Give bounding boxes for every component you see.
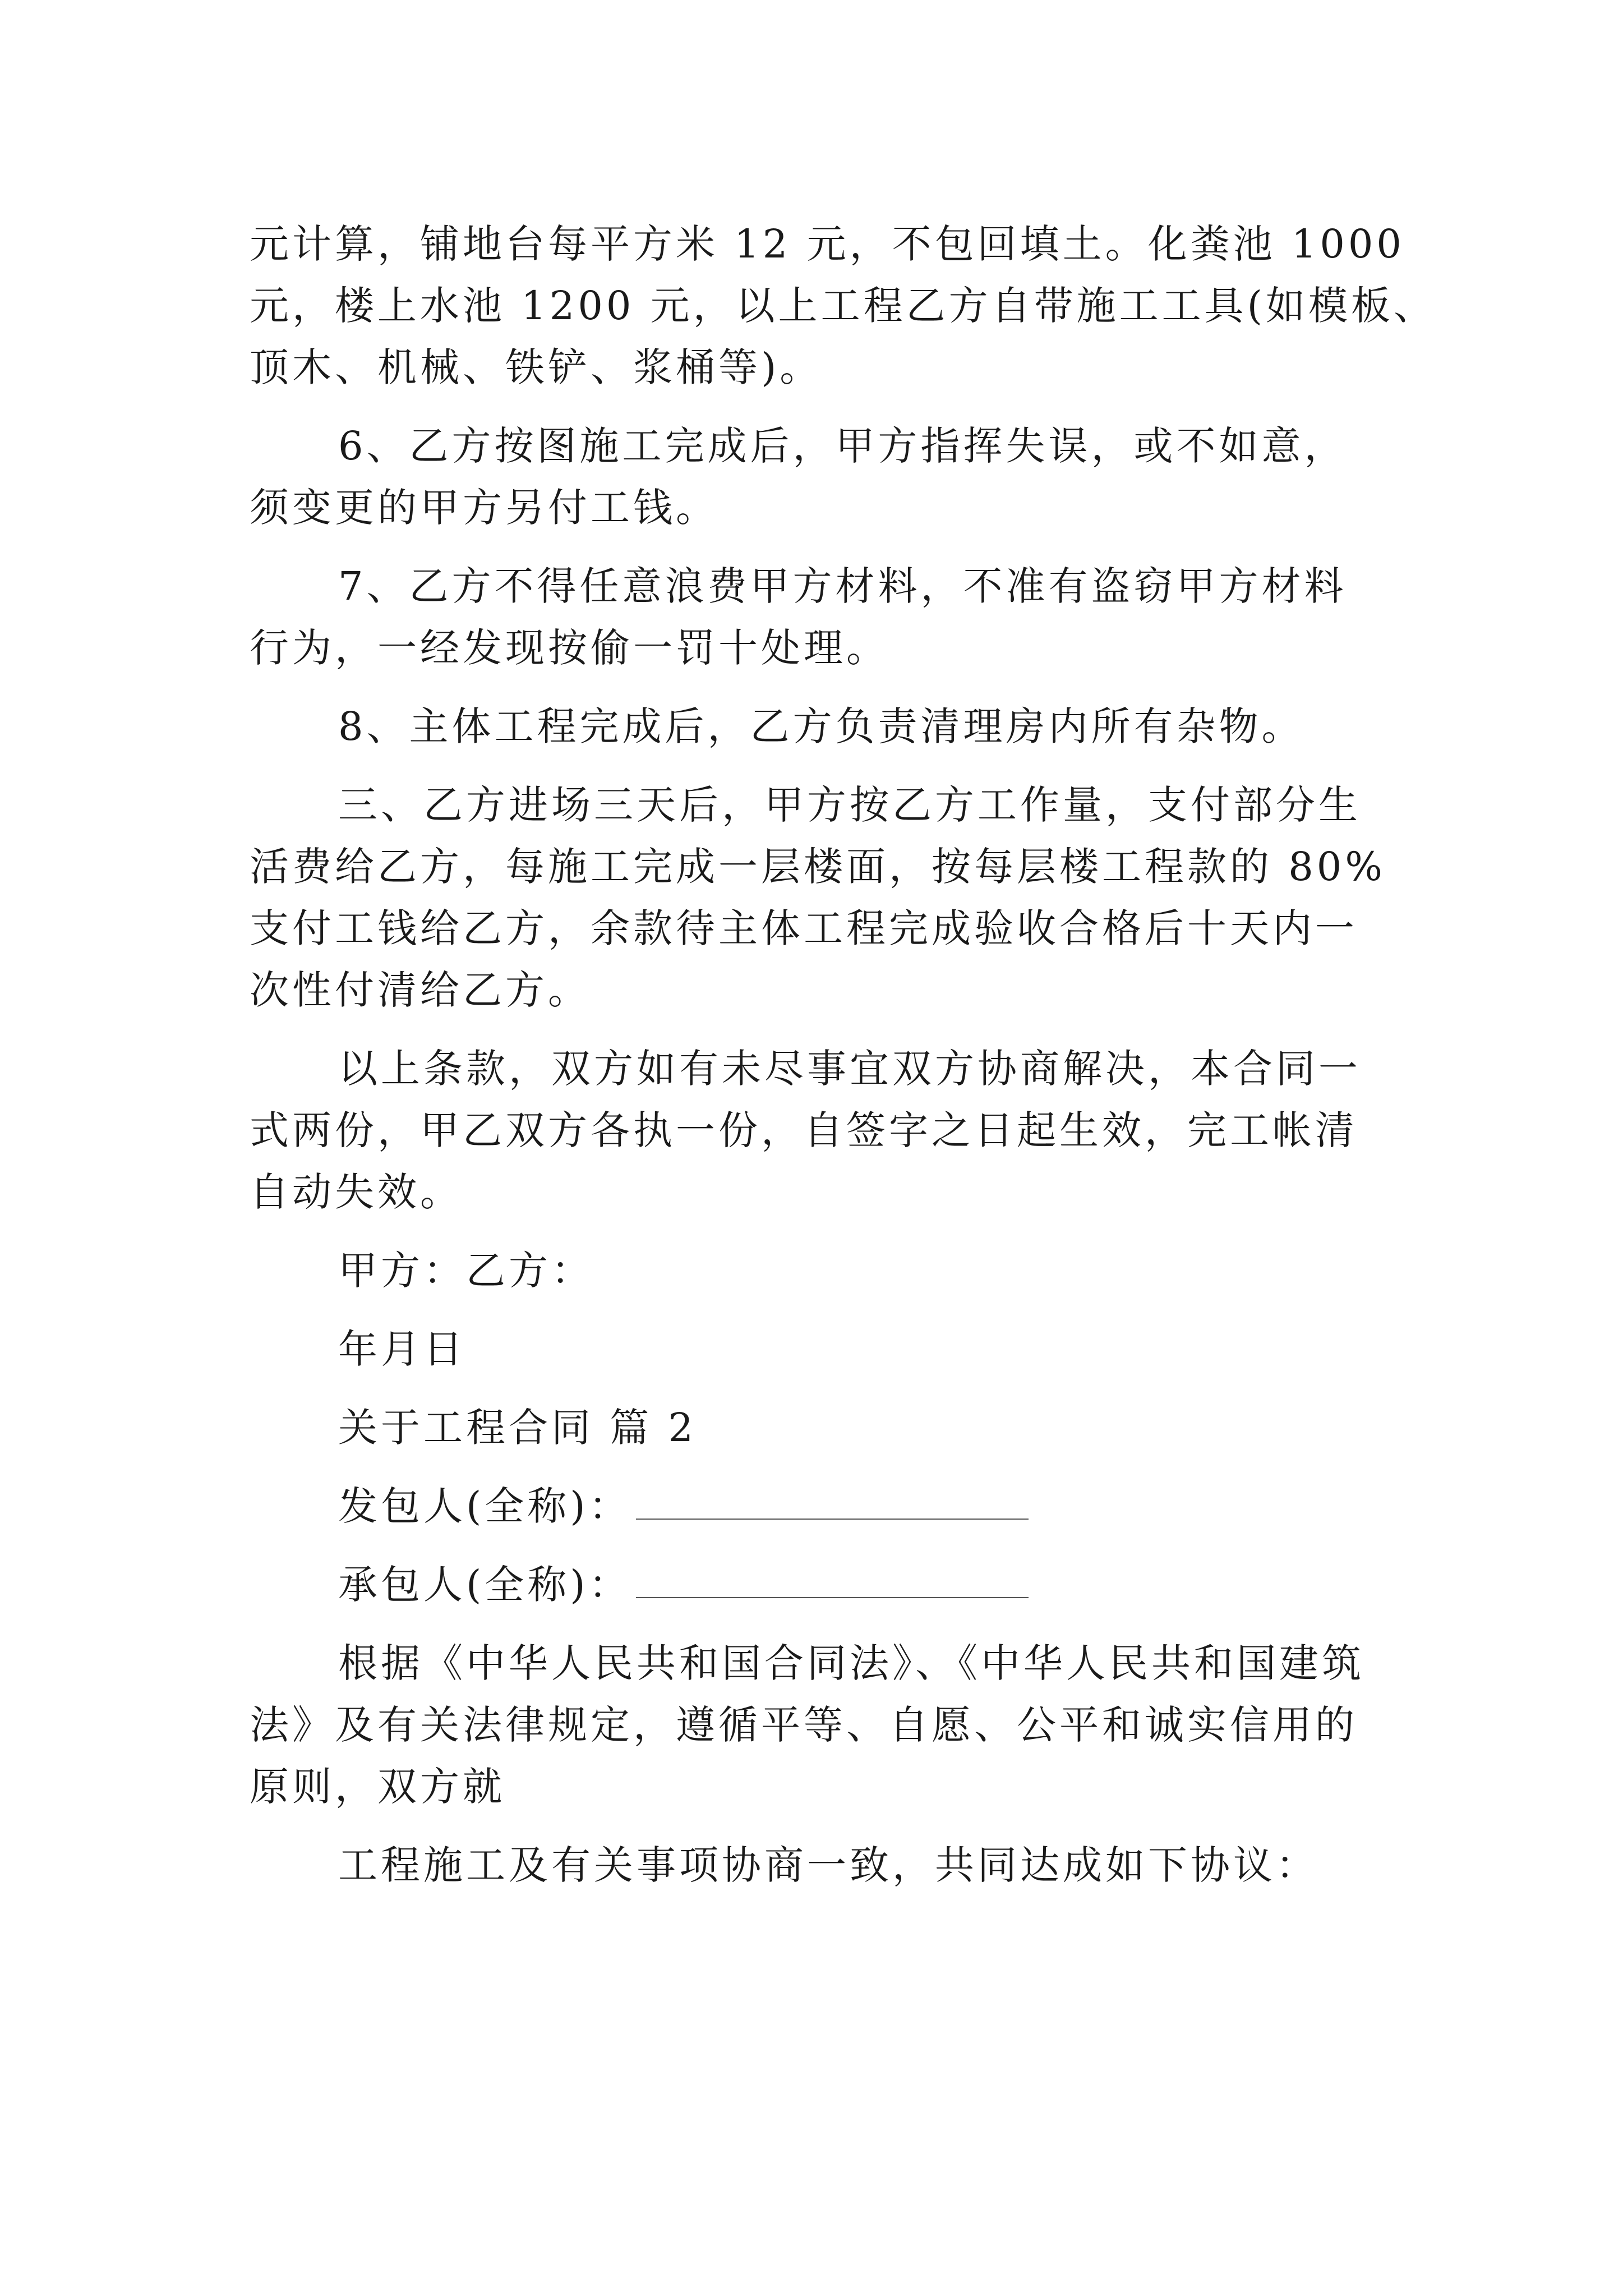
closing-line: 以上条款，双方如有未尽事宜双方协商解决，本合同一 [338, 1046, 1361, 1092]
contractor-row [338, 1557, 1029, 1613]
employer-blank-field [636, 1479, 1029, 1520]
section-3-line: 活费给乙方，每施工完成一层楼面，按每层楼工程款的 80% [250, 844, 1386, 890]
clause-6-line: 6、乙方按图施工完成后，甲方指挥失误，或不如意， [338, 423, 1347, 469]
preamble-line: 根据《中华人民共和国合同法》、《中华人民共和国建筑 [338, 1640, 1364, 1686]
section-3-line: 次性付清给乙方。 [250, 967, 591, 1013]
preamble-line: 法》及有关法律规定，遵循平等、自愿、公平和诚实信用的 [250, 1702, 1358, 1748]
closing-line: 自动失效。 [250, 1169, 463, 1215]
preamble-line: 原则，双方就 [250, 1764, 505, 1810]
agreement-line: 工程施工及有关事项协商一致，共同达成如下协议： [338, 1842, 1318, 1888]
section-3-line: 三、乙方进场三天后，甲方按乙方工作量，支付部分生 [338, 782, 1361, 828]
paragraph-line: 元计算，铺地台每平方米 12 元，不包回填土。化粪池 1000 [250, 221, 1405, 267]
employer-row [338, 1478, 1029, 1534]
section-3-line: 支付工钱给乙方，余款待主体工程完成验收合格后十天内一 [250, 905, 1358, 951]
paragraph-line: 元，楼上水池 1200 元，以上工程乙方自带施工工具(如模板、 [250, 283, 1436, 329]
section-heading: 关于工程合同 篇 2 [338, 1405, 697, 1451]
contractor-label: 承包人(全称)： [338, 1562, 631, 1608]
clause-6-line: 须变更的甲方另付工钱。 [250, 485, 718, 531]
clause-8-line: 8、主体工程完成后，乙方负责清理房内所有杂物。 [338, 703, 1304, 749]
employer-label: 发包人(全称)： [338, 1483, 631, 1529]
paragraph-line: 顶木、机械、铁铲、浆桶等)。 [250, 344, 823, 390]
closing-line: 式两份，甲乙双方各执一份，自签字之日起生效，完工帐清 [250, 1107, 1358, 1153]
clause-7-line: 7、乙方不得任意浪费甲方材料，不准有盗窃甲方材料 [338, 563, 1347, 609]
signature-line: 甲方：乙方： [338, 1248, 594, 1294]
contractor-blank-field [636, 1558, 1029, 1598]
date-line: 年月日 [338, 1326, 466, 1372]
clause-7-line: 行为，一经发现按偷一罚十处理。 [250, 625, 889, 671]
